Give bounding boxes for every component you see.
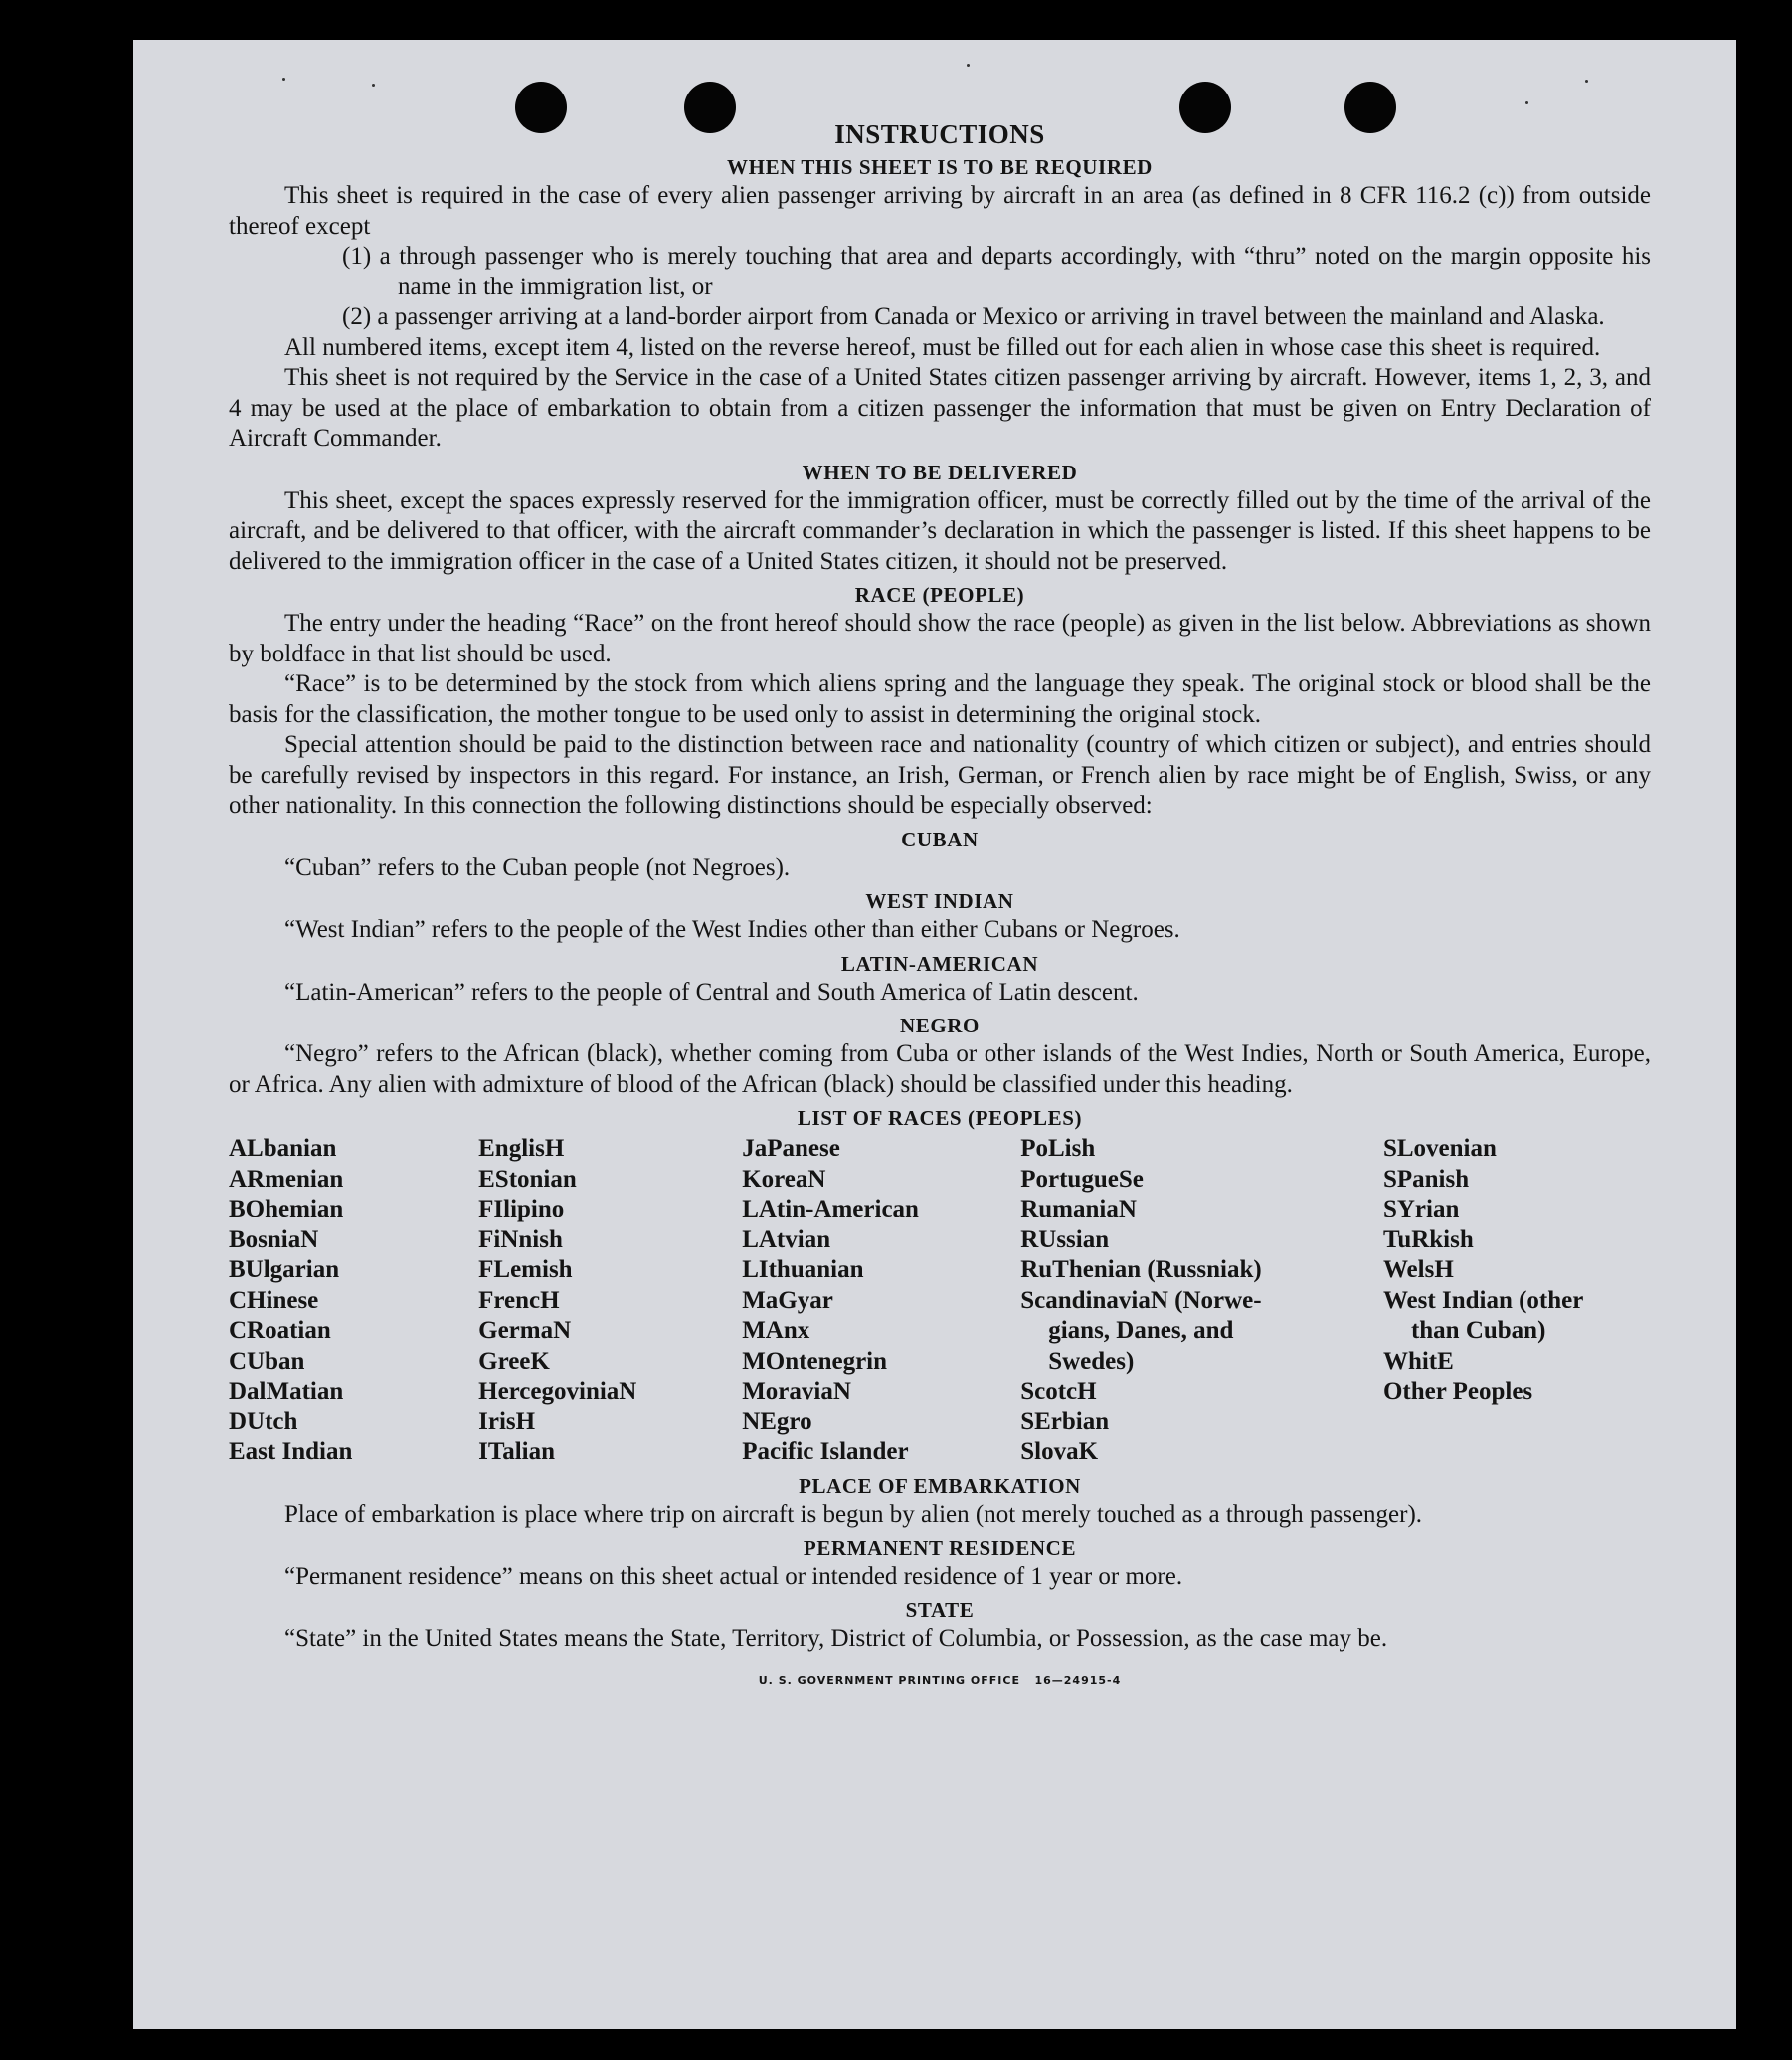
race-entry: MOntenegrin	[742, 1347, 888, 1375]
section-heading: PLACE OF EMBARKATION	[799, 1473, 1081, 1498]
paragraph: This sheet, except the spaces expressly reserved for the immigration officer, must be correctly filled out by the time of the arrival of the aircraft, and be delivered to that officer, with the aircraft commander’s declaration in which the passenger is listed. If this sheet happens to be delivered to the immigration officer in the case of a United States citizen, it should not be preserved.	[229, 486, 1651, 575]
document-page	[133, 40, 1736, 2029]
race-entry: RUssian	[1020, 1225, 1110, 1253]
speck	[282, 78, 285, 81]
race-entry: WelsH	[1382, 1256, 1454, 1283]
speck	[1585, 80, 1588, 83]
race-entry: LAtin-American	[742, 1196, 919, 1222]
punch-hole	[1344, 82, 1396, 133]
race-entry: SYrian	[1382, 1196, 1460, 1222]
race-entry: Swedes)	[1048, 1347, 1135, 1375]
race-entry: ScandinaviaN (Norwe-	[1020, 1286, 1262, 1314]
race-entry: SLovenian	[1382, 1135, 1497, 1162]
race-entry: East Indian	[229, 1438, 353, 1465]
paragraph: All numbered items, except item 4, listed on the reverse hereof, must be filled out for each alien in whose case this sheet is required.	[284, 333, 1601, 361]
punch-hole	[684, 82, 736, 133]
race-entry: SPanish	[1382, 1165, 1470, 1193]
race-entry: gians, Danes, and	[1048, 1317, 1234, 1344]
race-entry: ITalian	[478, 1438, 556, 1465]
race-entry: BUlgarian	[229, 1256, 340, 1283]
race-entry: ARmenian	[229, 1165, 344, 1193]
race-entry: FrencH	[478, 1286, 560, 1314]
race-entry: MoraviaN	[742, 1378, 851, 1405]
paragraph: The entry under the heading “Race” on the front hereof should show the race (people) as given in the list below. Abbreviations as shown by boldface in that list should be used.	[229, 610, 1651, 667]
race-list	[229, 1134, 1651, 1468]
printer-imprint: U. S. GOVERNMENT PRINTING OFFICE 16—24915-4	[758, 1674, 1122, 1687]
race-entry: RumaniaN	[1020, 1196, 1137, 1222]
race-entry: EStonian	[478, 1165, 577, 1193]
race-entry: CRoatian	[229, 1317, 331, 1344]
race-entry: SlovaK	[1020, 1438, 1099, 1465]
section-heading: WHEN THIS SHEET IS TO BE REQUIRED	[727, 155, 1153, 179]
race-entry: CUban	[229, 1347, 305, 1375]
race-entry: DalMatian	[229, 1378, 344, 1405]
paragraph: “Negro” refers to the African (black), whether coming from Cuba or other islands of the West Indies, North or South America, Europe, or Africa. Any alien with admixture of blood of the African (black) should be classified under this heading.	[229, 1040, 1651, 1098]
race-entry: GreeK	[478, 1347, 550, 1375]
section-heading: STATE	[905, 1597, 975, 1622]
page-title: INSTRUCTIONS	[834, 119, 1045, 149]
race-entry: DUtch	[229, 1407, 298, 1435]
section-heading: RACE (PEOPLE)	[854, 583, 1025, 607]
race-entry: FLemish	[478, 1256, 573, 1283]
race-entry: PortugueSe	[1020, 1165, 1144, 1193]
race-entry: BosniaN	[229, 1225, 319, 1253]
race-entry: KoreaN	[742, 1165, 826, 1193]
section-heading: NEGRO	[899, 1014, 980, 1037]
race-entry: IrisH	[478, 1407, 536, 1435]
race-entry: WhitE	[1382, 1347, 1454, 1375]
race-entry: MAnx	[742, 1317, 810, 1344]
section-heading: LATIN-AMERICAN	[840, 951, 1039, 976]
race-entry: TuRkish	[1382, 1225, 1474, 1253]
race-column	[1383, 1134, 1651, 1468]
race-entry: NEgro	[742, 1407, 812, 1435]
list-item: (1) a through passenger who is merely touching that area and departs accordingly, with “thru” noted on the margin opposite his name in the immigration list, or	[342, 243, 1651, 300]
race-column	[229, 1134, 478, 1468]
race-entry: West Indian (other	[1382, 1286, 1584, 1314]
punch-hole	[515, 82, 567, 133]
section-heading: WHEN TO BE DELIVERED	[802, 460, 1078, 484]
race-entry: LAtvian	[742, 1225, 831, 1253]
speck	[1525, 101, 1528, 104]
section-heading: LIST OF RACES (PEOPLES)	[797, 1106, 1083, 1130]
paragraph: Place of embarkation is place where trip on aircraft is begun by alien (not merely touched as a through passenger).	[284, 1500, 1423, 1528]
race-entry: SErbian	[1020, 1407, 1110, 1435]
paragraph: “Latin-American” refers to the people of Central and South America of Latin descent.	[284, 978, 1139, 1006]
speck	[967, 64, 970, 67]
race-column	[478, 1134, 742, 1468]
race-entry: Pacific Islander	[742, 1438, 909, 1465]
race-entry: than Cuban)	[1410, 1317, 1546, 1344]
section-heading: CUBAN	[901, 827, 979, 851]
section-heading: PERMANENT RESIDENCE	[803, 1536, 1077, 1560]
race-entry: GermaN	[478, 1317, 572, 1344]
race-entry: HercegoviniaN	[478, 1378, 637, 1405]
section-heading: WEST INDIAN	[865, 889, 1014, 913]
race-entry: MaGyar	[742, 1286, 833, 1314]
race-entry: FIlipino	[478, 1196, 565, 1222]
race-entry: Other Peoples	[1382, 1378, 1533, 1405]
paragraph: This sheet is required in the case of every alien passenger arriving by aircraft in an area (as defined in 8 CFR 116.2 (c)) from outside thereof except	[229, 182, 1651, 240]
race-entry: ScotcH	[1020, 1378, 1097, 1405]
punch-hole	[1179, 82, 1231, 133]
race-entry: FiNnish	[478, 1225, 563, 1253]
race-entry: RuThenian (Russniak)	[1020, 1256, 1262, 1283]
race-column	[1020, 1134, 1383, 1468]
race-entry: BOhemian	[229, 1196, 344, 1222]
race-entry: PoLish	[1020, 1135, 1096, 1162]
paragraph: “State” in the United States means the State, Territory, District of Columbia, or Possession, as the case may be.	[284, 1624, 1388, 1652]
paragraph: “Cuban” refers to the Cuban people (not Negroes).	[284, 853, 791, 881]
race-entry: JaPanese	[742, 1135, 840, 1162]
paragraph: “West Indian” refers to the people of the West Indies other than either Cubans or Negroes.	[284, 916, 1180, 943]
race-entry: LIthuanian	[742, 1256, 864, 1283]
speck	[372, 84, 375, 87]
paragraph: “Permanent residence” means on this sheet actual or intended residence of 1 year or more.	[284, 1563, 1183, 1590]
race-entry: ALbanian	[229, 1135, 337, 1162]
paragraph: “Race” is to be determined by the stock from which aliens spring and the language they speak. The original stock or blood shall be the basis for the classification, the mother tongue to be used only to assist in determining the original stock.	[229, 670, 1651, 728]
race-column	[742, 1134, 1020, 1468]
paragraph: This sheet is not required by the Service in the case of a United States citizen passenger arriving by aircraft. However, items 1, 2, 3, and 4 may be used at the place of embarkation to obtain from a citizen passenger the information that must be given on Entry Declaration of Aircraft Commander.	[229, 364, 1651, 452]
list-item: (2) a passenger arriving at a land-border airport from Canada or Mexico or arriving in travel between the mainland and Alaska.	[342, 303, 1605, 330]
race-entry: CHinese	[229, 1286, 319, 1314]
race-entry: EnglisH	[478, 1135, 565, 1162]
paragraph: Special attention should be paid to the distinction between race and nationality (country of which citizen or subject), and entries should be carefully revised by inspectors in this regard. For instance, an Irish, German, or French alien by race might be of English, Swiss, or any other nationality. In this connection the following distinctions should be especially observed:	[229, 731, 1651, 819]
